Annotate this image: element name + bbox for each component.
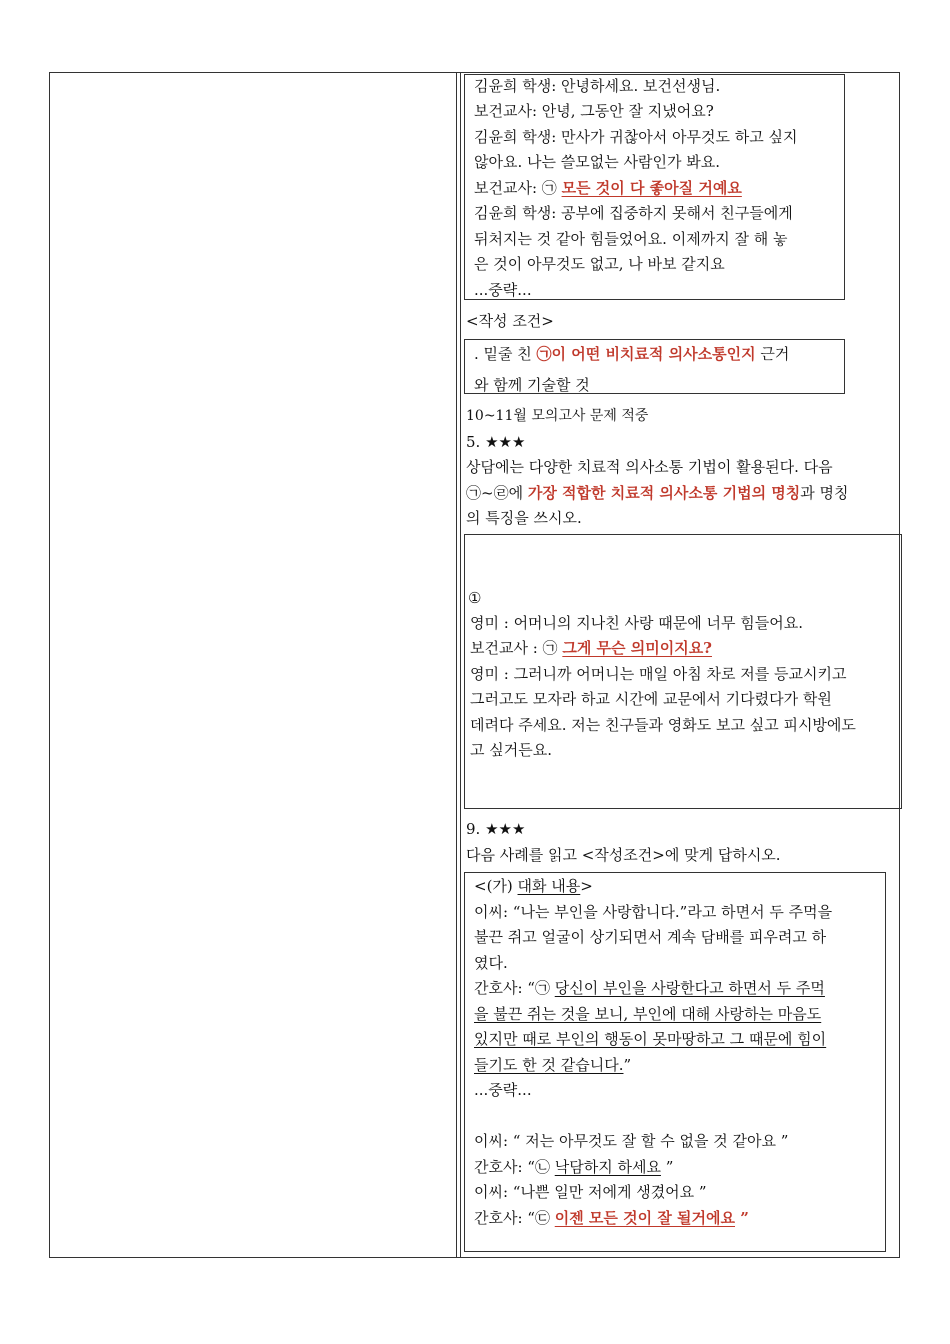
dialogue-line: 김윤희 학생: 만사가 귀찮아서 아무것도 하고 싶지	[474, 128, 798, 146]
dialogue-line: 들기도 한 것 같습니다.”	[474, 1056, 632, 1074]
highlighted-phrase: 모든 것이 다 좋아질 거예요	[561, 179, 742, 197]
dialogue-line: 불끈 쥐고 얼굴이 상기되면서 계속 담배를 피우려고 하	[474, 928, 827, 946]
dialogue-line: 고 싶거든요.	[470, 741, 552, 759]
condition-line: 와 함께 기술할 것	[474, 376, 590, 394]
dialogue-line: 않아요. 나는 쓸모없는 사람인가 봐요.	[474, 153, 720, 171]
condition-line: . 밑줄 친 ㉠이 어떤 비치료적 의사소통인지 근거	[474, 345, 790, 363]
dialogue-line: 이씨: “나쁜 일만 저에게 생겼어요 ”	[474, 1183, 707, 1201]
dialogue-line: 뒤처지는 것 같아 힘들었어요. 이제까지 잘 해 놓	[474, 230, 788, 248]
question-9-intro: 다음 사례를 읽고 <작성조건>에 맞게 답하시오.	[466, 846, 781, 864]
condition-title: <작성 조건>	[466, 312, 554, 330]
question-5-heading: 5. ★★★	[466, 433, 526, 451]
question-9-heading: 9. ★★★	[466, 820, 526, 838]
dialogue-line: 간호사: “㉡ 낙담하지 하세요 ”	[474, 1158, 674, 1176]
dialogue-line: 있지만 때로 부인의 행동이 못마땅하고 그 때문에 힘이	[474, 1030, 827, 1048]
dialogue-line: 영미 : 그러니까 어머니는 매일 아침 차로 저를 등교시키고	[470, 665, 847, 683]
dialogue-line: 이씨: “ 저는 아무것도 잘 할 수 없을 것 같아요 ”	[474, 1132, 789, 1150]
item-marker: ①	[468, 589, 482, 607]
dialogue-line-highlight: 간호사: “㉢ 이젠 모든 것이 잘 될거에요 ”	[474, 1209, 749, 1227]
highlighted-phrase: 그게 무슨 의미이지요?	[562, 639, 712, 657]
dialogue-line: 영미 : 어머니의 지나친 사랑 때문에 너무 힘들어요.	[470, 614, 804, 632]
dialogue-line: 데려다 주세요. 저는 친구들과 영화도 보고 싶고 피시방에도	[470, 716, 856, 734]
highlighted-phrase: 이젠 모든 것이 잘 될거에요	[554, 1209, 736, 1227]
speaker-prefix: 보건교사: ㉠	[474, 179, 562, 197]
dialogue-line: 보건교사: 안녕, 그동안 잘 지냈어요?	[474, 102, 714, 120]
dialogue-line: 을 불끈 쥐는 것을 보니, 부인에 대해 사랑하는 마음도	[474, 1005, 822, 1023]
dialogue-line: ...중략...	[474, 1081, 532, 1099]
dialogue-line: 였다.	[474, 954, 508, 972]
question-5-emphasis: 가장 적합한 치료적 의사소통 기법의 명칭	[527, 484, 801, 502]
dialogue-line: 은 것이 아무것도 없고, 나 바보 같지요	[474, 255, 725, 273]
dialogue-clip	[466, 660, 900, 770]
dialogue-line: ...중략...	[474, 281, 532, 299]
dialogue-line: 간호사: “㉠ 당신이 부인을 사랑한다고 하면서 두 주먹	[474, 979, 825, 997]
column-divider	[456, 72, 461, 1258]
question-5-text: ㉠~㉣에 가장 적합한 치료적 의사소통 기법의 명칭과 명칭	[466, 484, 849, 502]
dialogue-line-highlight: 보건교사 : ㉠ 그게 무슨 의미이지요?	[470, 639, 712, 657]
dialogue-line: 그러고도 모자라 하교 시간에 교문에서 기다렸다가 학원	[470, 690, 832, 708]
dialogue-line: 김윤희 학생: 안녕하세요. 보건선생님.	[474, 77, 721, 95]
dialogue-line: 김윤희 학생: 공부에 집중하지 못해서 친구들에게	[474, 204, 793, 222]
subsection-title: <(가) 대화 내용>	[474, 877, 593, 895]
question-5-text: 상담에는 다양한 치료적 의사소통 기법이 활용된다. 다음	[466, 458, 833, 476]
exam-note: 10~11월 모의고사 문제 적중	[466, 408, 649, 424]
condition-emphasis: ㉠이 어떤 비치료적 의사소통인지	[536, 345, 756, 363]
dialogue-line: 이씨: “나는 부인을 사랑합니다.”라고 하면서 두 주먹을	[474, 903, 833, 921]
question-5-text: 의 특징을 쓰시오.	[466, 509, 582, 527]
dialogue-line-highlight	[474, 178, 742, 198]
